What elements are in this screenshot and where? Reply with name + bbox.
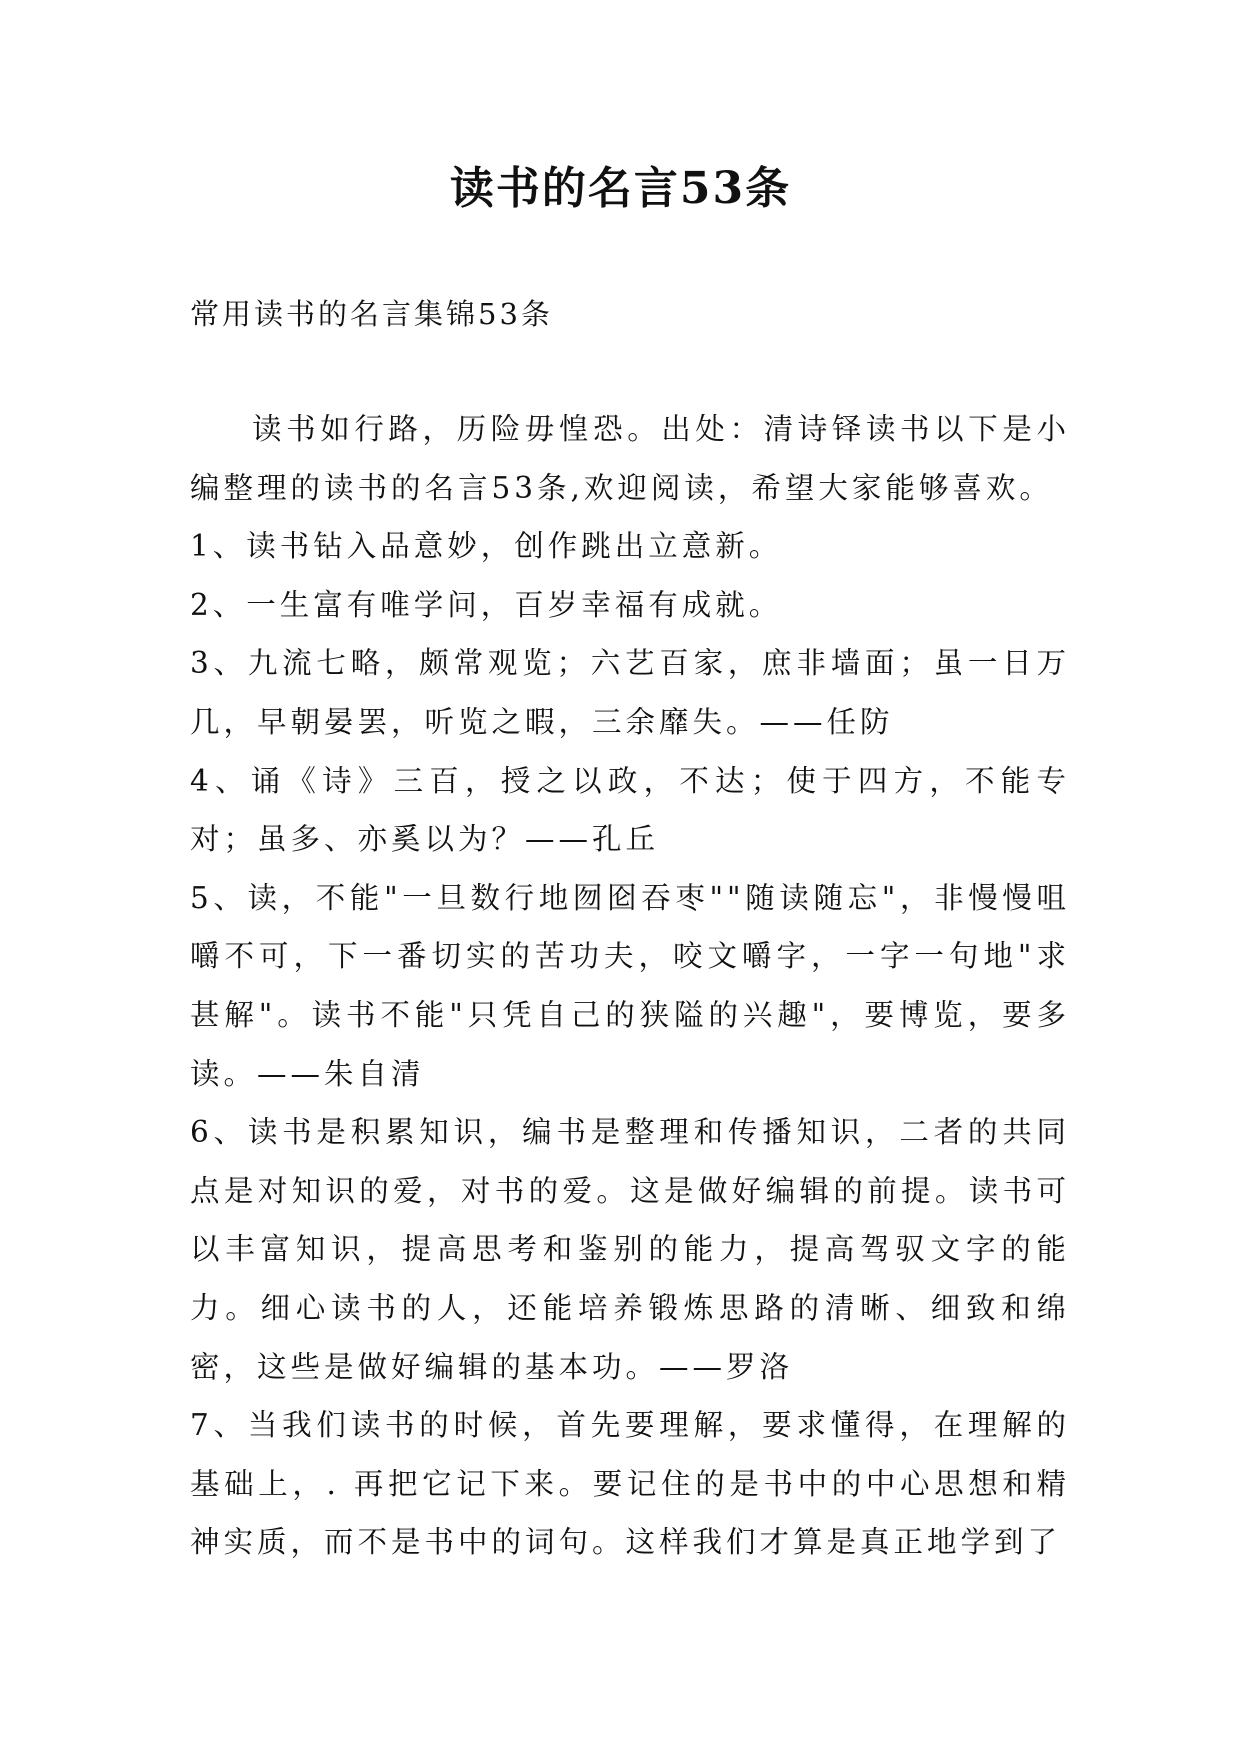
quote-item: 3、九流七略，颇常观览；六艺百家，庶非墙面；虽一日万几，早朝晏罢，听览之暇，三余靡失。——任防 <box>190 646 1070 739</box>
document-subtitle: 常用读书的名言集锦53条 <box>190 297 553 331</box>
intro-paragraph: 读书如行路，历险毋惶恐。出处：清诗铎读书以下是小编整理的读书的名言53条,欢迎阅读，希望大家能够喜欢。 <box>190 412 1070 505</box>
document-title: 读书的名言53条 <box>449 163 792 214</box>
quote-item: 2、一生富有唯学问，百岁幸福有成就。 <box>190 587 783 622</box>
quote-item: 7、当我们读书的时候，首先要理解，要求懂得，在理解的基础上，. 再把它记下来。要记住的是书中的中心思想和精神实质，而不是书中的词句。这样我们才算是真正地学到了 <box>190 1408 1070 1560</box>
quote-item: 1、读书钻入品意妙，创作跳出立意新。 <box>190 529 783 564</box>
document-body <box>190 400 1070 1572</box>
quote-item: 4、诵《诗》三百，授之以政，不达；使于四方，不能专对；虽多、亦奚以为？——孔丘 <box>190 763 1070 857</box>
quote-item: 5、读，不能"一旦数行地囫囵吞枣""随读随忘"，非慢慢咀嚼不可，下一番切实的苦功夫，咬文嚼字，一字一句地"求甚解"。读书不能"只凭自己的狭隘的兴趣"，要博览，要多读。——朱自清 <box>190 880 1070 1091</box>
quote-item: 6、读书是积累知识，编书是整理和传播知识，二者的共同点是对知识的爱，对书的爱。这是做好编辑的前提。读书可以丰富知识，提高思考和鉴别的能力，提高驾驭文字的能力。细心读书的人，还能培养锻炼思路的清晰、细致和绵密，这些是做好编辑的基本功。——罗洛 <box>190 1115 1070 1384</box>
